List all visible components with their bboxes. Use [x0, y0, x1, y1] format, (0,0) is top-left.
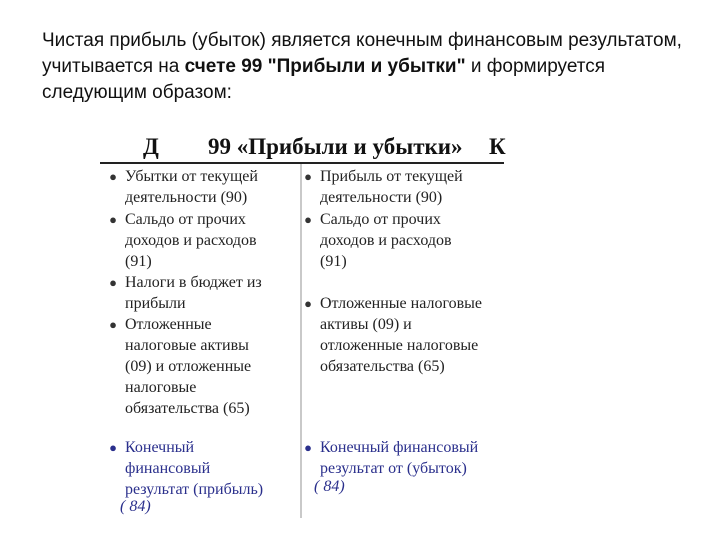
debit-label: Д	[143, 134, 159, 159]
bullet-icon: ●	[109, 275, 117, 290]
credit-item	[304, 437, 510, 479]
account-title: 99 «Прибыли и убытки»	[208, 134, 463, 159]
credit-label: К	[489, 134, 506, 159]
bullet-icon: ●	[109, 317, 117, 332]
debit-account-code: ( 84)	[120, 498, 151, 515]
debit-item	[109, 437, 295, 500]
debit-item-line: налоговые	[125, 379, 197, 396]
debit-item-line: (91)	[125, 253, 152, 270]
credit-item-line: Конечный финансовый	[320, 439, 479, 456]
credit-item-line: Отложенные налоговые	[320, 295, 483, 312]
debit-item-line: Сальдо от прочих	[125, 211, 246, 228]
debit-item	[109, 166, 295, 208]
intro-account-name: счете 99 "Прибыли и убытки"	[184, 56, 466, 77]
debit-item-line: налоговые активы	[125, 337, 249, 354]
credit-item	[304, 166, 510, 208]
credit-item-line: обязательства (65)	[320, 358, 445, 375]
debit-item	[109, 314, 295, 419]
credit-item-line: отложенные налоговые	[320, 337, 479, 354]
debit-item-line: Отложенные	[125, 316, 212, 333]
debit-item-line: Налоги в бюджет из	[125, 274, 262, 291]
credit-account-code: ( 84)	[314, 478, 345, 495]
debit-item-line: прибыли	[125, 295, 186, 312]
debit-item	[109, 209, 295, 272]
debit-item-line: результат (прибыль)	[125, 481, 264, 498]
intro-paragraph	[42, 28, 692, 106]
credit-item-line: активы (09) и	[320, 316, 412, 333]
bullet-icon: ●	[304, 212, 312, 227]
bullet-icon: ●	[109, 440, 117, 455]
t-account-header	[0, 134, 720, 164]
credit-item	[304, 209, 510, 272]
intro-text-end: и формируется следующим образом:	[42, 56, 606, 103]
credit-item-line: деятельности (90)	[320, 189, 443, 206]
credit-item-line: Прибыль от текущей	[320, 168, 463, 185]
debit-item-line: финансовый	[125, 460, 211, 477]
bullet-icon: ●	[109, 212, 117, 227]
bullet-icon: ●	[109, 169, 117, 184]
debit-item	[109, 272, 295, 314]
bullet-icon: ●	[304, 296, 312, 311]
credit-item	[304, 293, 510, 377]
debit-item-line: (09) и отложенные	[125, 358, 252, 375]
credit-item-line: (91)	[320, 253, 347, 270]
credit-item-line: Сальдо от прочих	[320, 211, 441, 228]
credit-item-line: результат от (убыток)	[320, 460, 467, 477]
debit-item-line: доходов и расходов	[125, 232, 257, 249]
bullet-icon: ●	[304, 440, 312, 455]
debit-item-line: деятельности (90)	[125, 189, 248, 206]
debit-item-line: обязательства (65)	[125, 400, 250, 417]
t-account-horizontal-line	[100, 162, 504, 164]
credit-item-line: доходов и расходов	[320, 232, 452, 249]
debit-item-line: Убытки от текущей	[125, 168, 258, 185]
intro-text-start: Чистая прибыль (убыток) является конечным финансовым результатом, учитывается на	[42, 30, 682, 77]
bullet-icon: ●	[304, 169, 312, 184]
debit-item-line: Конечный	[125, 439, 195, 456]
